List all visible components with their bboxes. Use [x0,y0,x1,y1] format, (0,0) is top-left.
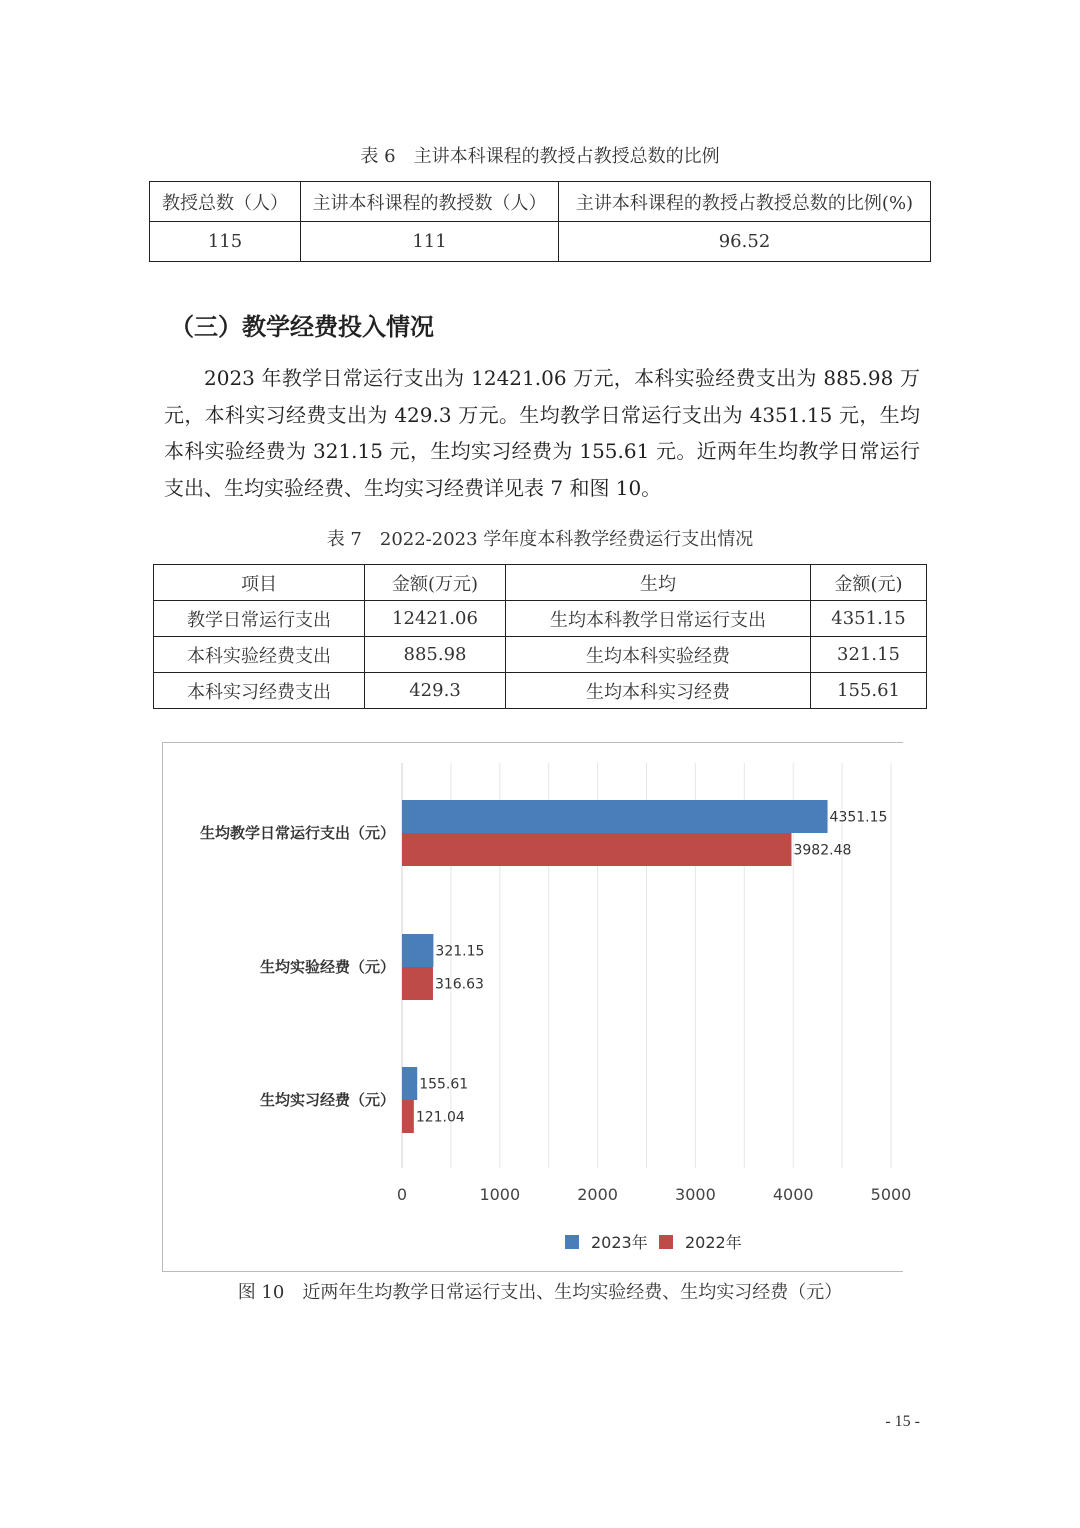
table-cell: 生均本科实习经费 [506,673,811,709]
page-number: - 15 - [885,1413,920,1430]
bar [402,833,791,866]
legend-label: 2022年 [685,1233,742,1252]
x-tick-label: 0 [396,1185,408,1204]
table-header-cell: 生均 [506,565,811,601]
bar-value-label: 316.63 [434,976,484,993]
body-paragraph [164,360,920,506]
chart-frame [162,742,912,1272]
table-cell: 111 [301,222,559,262]
figure-caption: 图 10 近两年生均教学日常运行支出、生均实验经费、生均实习经费（元） [237,1282,843,1303]
bar-value-label: 121.04 [415,1109,465,1126]
bar [402,800,828,833]
table-header-cell: 主讲本科课程的教授占教授总数的比例(%) [559,182,931,222]
table-cell: 教学日常运行支出 [154,601,365,637]
table-header-cell: 主讲本科课程的教授数（人） [301,182,559,222]
table7-caption: 表 7 2022-2023 学年度本科教学经费运行支出情况 [326,529,754,550]
table-cell: 本科实习经费支出 [154,673,365,709]
section-title: （三）教学经费投入情况 [170,313,434,341]
table-cell: 96.52 [559,222,931,262]
table-cell: 4351.15 [811,601,927,637]
table-header-cell: 金额(万元) [365,565,506,601]
x-tick-label: 2000 [577,1185,618,1204]
bar [402,1067,417,1100]
category-label: 生均实验经费（元） [259,958,395,976]
table-cell: 885.98 [365,637,506,673]
table-row [154,601,927,637]
table-cell: 生均本科实验经费 [506,637,811,673]
legend-label: 2023年 [591,1233,648,1252]
table7 [153,564,927,709]
paragraph-text: 2023 年教学日常运行支出为 12421.06 万元，本科实验经费支出为 885.98 万元，本科实习经费支出为 429.3 万元。生均教学日常运行支出为 4351.15 元，生均本科实验经费为 321.15 元，生均实习经费为 155.61 元。近两年生均教学日常运行支出、生均实验经费、生均实习经费详见表 7 和图 10。 [164,366,920,500]
category-label: 生均教学日常运行支出（元） [199,824,395,842]
bar-value-label: 155.61 [419,1076,469,1093]
table-header-row [154,565,927,601]
bar-value-label: 321.15 [435,943,485,960]
table-row [154,673,927,709]
table-row [150,222,931,262]
bar-value-label: 4351.15 [829,809,888,826]
x-tick-label: 4000 [772,1185,814,1204]
table6 [149,181,931,262]
bar [402,934,433,967]
table-cell: 12421.06 [365,601,506,637]
table-cell: 155.61 [811,673,927,709]
table-cell: 429.3 [365,673,506,709]
bar [402,967,433,1000]
legend-swatch [659,1235,673,1249]
bar-chart [163,743,912,1271]
table-row [154,637,927,673]
legend-swatch [565,1235,579,1249]
bar-value-label: 3982.48 [793,842,852,859]
x-tick-label: 1000 [479,1185,521,1204]
table-cell: 生均本科教学日常运行支出 [506,601,811,637]
x-tick-label: 3000 [675,1185,716,1204]
table-header-cell: 金额(元) [811,565,927,601]
table-cell: 115 [150,222,301,262]
table-cell: 本科实验经费支出 [154,637,365,673]
table-cell: 321.15 [811,637,927,673]
x-tick-label: 5000 [870,1185,912,1204]
category-label: 生均实习经费（元） [259,1091,395,1109]
table-header-cell: 项目 [154,565,365,601]
table6-caption: 表 6 主讲本科课程的教授占教授总数的比例 [360,146,720,167]
bar [402,1100,414,1133]
table-header-cell: 教授总数（人） [150,182,301,222]
table-header-row [150,182,931,222]
